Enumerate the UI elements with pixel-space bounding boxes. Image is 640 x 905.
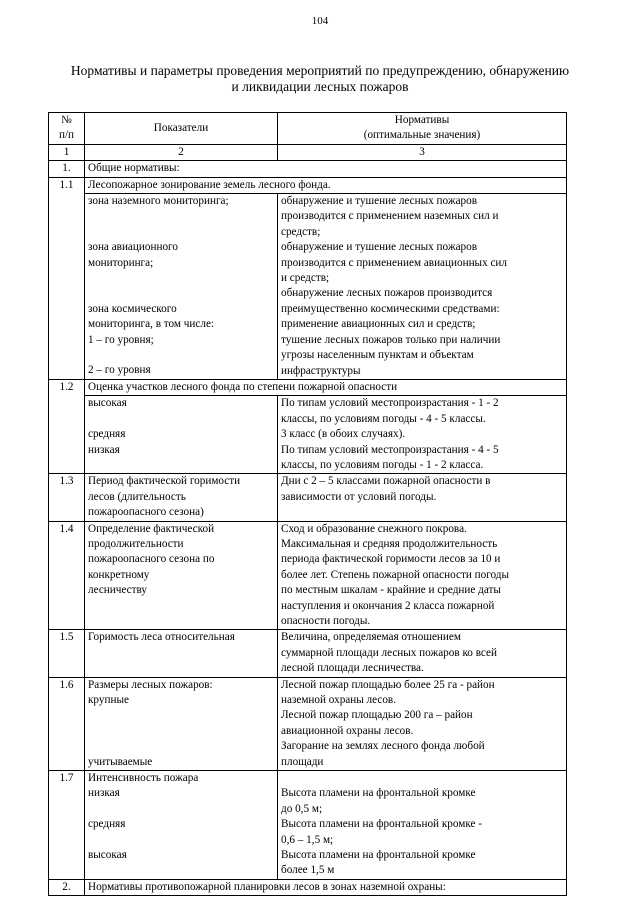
indicator-cell: Интенсивность пожара низкая средняя высокая [85,771,278,880]
indicator-cell: Период фактической горимости лесов (длительность пожароопасного сезона) [85,474,278,521]
table-row [49,379,567,395]
indicator-cell: зона наземного мониторинга; зона авиационного мониторинга; зона космического мониторинга, в том числе: 1 – го уровня; 2 – го уровня [85,194,278,380]
row-title: Лесопожарное зонирование земель лесного фонда. [85,177,567,193]
title-line-1: Нормативы и параметры проведения мероприятий по предупреждению, обнаружению [70,63,570,78]
table-row [49,161,567,177]
table-row [49,521,567,630]
table-row [49,630,567,677]
row-number: 1. [49,161,85,177]
col-number-1: 1 [49,144,85,160]
indicator-cell: высокая средняя низкая [85,396,278,474]
table-row [49,879,567,895]
col-number-2: 2 [85,144,278,160]
table-row [49,474,567,521]
page-number: 104 [311,15,329,27]
row-number: 1.4 [49,521,85,630]
row-number: 2. [49,879,85,895]
column-number-row [49,144,567,160]
row-number: 1.1 [49,177,85,379]
row-title: Оценка участков лесного фонда по степени пожарной опасности [85,379,567,395]
row-number: 1.5 [49,630,85,677]
col-number-3: 3 [278,144,567,160]
norm-cell: Высота пламени на фронтальной кромке до 0,5 м; Высота пламени на фронтальной кромке - 0,6 – 1,5 м; Высота пламени на фронтальной кромке более 1,5 м [278,771,567,880]
row-number: 1.6 [49,677,85,770]
indicator-cell: Горимость леса относительная [85,630,278,677]
section-heading: Нормативы противопожарной планировки лесов в зонах наземной охраны: [85,879,567,895]
header-norms: Нормативы (оптимальные значения) [278,113,567,145]
table-row [49,396,567,474]
header-indicators: Показатели [85,113,278,145]
norm-cell: Дни с 2 – 5 классами пожарной опасности в зависимости от условий погоды. [278,474,567,521]
table-row [49,177,567,193]
indicator-cell: Определение фактической продолжительности пожароопасного сезона по конкретному лесничеству [85,521,278,630]
table-row [49,677,567,770]
norm-cell: Сход и образование снежного покрова. Максимальная и средняя продолжительность периода фактической горимости лесов за 10 и более лет. Степень пожарной опасности погоды по местным шкалам - крайние и средние даты наступления и окончания 2 класса пожарной опасности погоды. [278,521,567,630]
section-heading: Общие нормативы: [85,161,567,177]
table-row [49,194,567,380]
title-line-2: и ликвидации лесных пожаров [231,79,409,94]
table-header-row [49,113,567,145]
norm-cell: Лесной пожар площадью более 25 га - район наземной охраны лесов. Лесной пожар площадью 200 га – район авиационной охраны лесов. Загорание на землях лесного фонда любой площади [278,677,567,770]
header-number: № п/п [49,113,85,145]
row-number: 1.7 [49,771,85,880]
norms-table [48,112,567,896]
row-number: 1.2 [49,379,85,473]
row-number: 1.3 [49,474,85,521]
norm-cell: Величина, определяемая отношением суммарной площади лесных пожаров ко всей лесной площади лесничества. [278,630,567,677]
indicator-cell: Размеры лесных пожаров: крупные учитываемые [85,677,278,770]
norm-cell: обнаружение и тушение лесных пожаров производится с применением наземных сил и средств; обнаружение и тушение лесных пожаров производится с применением авиационных сил и средств; обнаружение лесных пожаров производится преимущественно космическими средствами: применение авиационных сил и средств; тушение лесных пожаров только при наличии угрозы населенным пунктам и объектам инфраструктуры [278,194,567,380]
table-row [49,771,567,880]
page-title [30,63,610,95]
norm-cell: По типам условий местопроизрастания - 1 - 2 классы, по условиям погоды - 4 - 5 классы. 3 класс (в обоих случаях). По типам условий местопроизрастания - 4 - 5 классы, по условиям погоды - 1 - 2 класса. [278,396,567,474]
